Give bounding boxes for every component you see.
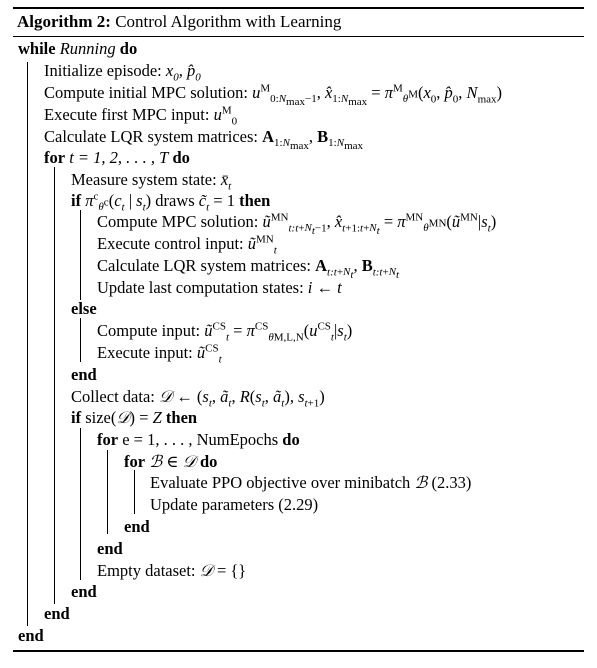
execute-input-line: Execute input: $ũ^{CS}_t$ [97, 342, 222, 366]
for-minibatch-line: for ℬ ∈ 𝒟 do [124, 452, 218, 471]
else-line: else [71, 299, 97, 318]
for-minibatch-math: ℬ ∈ 𝒟 [149, 452, 196, 471]
calc-lqr-line: Calculate LQR system matrices: $A_{1:N_{max}}$, $B_{1:N_{max}}$ [44, 127, 364, 153]
if-size-line: if size(𝒟) = Z then [71, 408, 198, 427]
compute-initial-math: $u^M_{0:N_{max}-1}$, $x̂_{1:N_{max}} = \pi^M_{\theta^M}(x_0$, $p̂_0$, $N_{max}$) [252, 82, 503, 109]
empty-line: Empty dataset: 𝒟 = {} [97, 561, 247, 580]
algorithm-label: Algorithm 2: [17, 12, 111, 31]
if-size-math: size(𝒟) = Z [85, 408, 162, 427]
compute-input-math: $ũ^{CS}_t = \pi^{CS}_{\theta M,L,N}(u^{CS}_t|s_t)$ [204, 320, 353, 344]
caption-rule [13, 36, 584, 37]
algorithm-caption [17, 10, 341, 34]
if-line: if $\pi^c_{\theta^c}(c_t$ | $s_t$) draws $c̃_t = 1$ then [71, 190, 271, 214]
compute-initial-line: Compute initial MPC solution: $u^M_{0:N_{max}-1}$, $x̂_{1:N_{max}} = \pi^M_{\theta^M}(x_0$, $p̂_0$, $N_{max}$) [44, 82, 503, 109]
end-epochs-line: end [97, 539, 123, 558]
end-while-line: end [18, 626, 44, 645]
bottom-rule [13, 650, 584, 652]
execute-first-math: $u^M_0$ [213, 104, 238, 128]
calc-lqr2-math: $A_{t:t+N_t}$, $B_{t:t+N_t}$ [315, 256, 400, 282]
collect-math: 𝒟 ← ($s_t$, $ã_t$, $R(s_t$, $ã_t$), $s_{t+1}$) [158, 387, 325, 410]
while-line: while Running do [18, 39, 138, 58]
update-last-line: Update last computation states: i ← t [97, 278, 342, 297]
execute-control-line: Execute control input: $ũ^{MN}_t$ [97, 233, 277, 257]
calc-lqr2-line: Calculate LQR system matrices: $A_{t:t+N_t}$, $B_{t:t+N_t}$ [97, 256, 400, 282]
execute-first-line: Execute first MPC input: $u^M_0$ [44, 104, 238, 128]
for-block-bar [54, 167, 55, 604]
end-for-line: end [44, 604, 70, 623]
init-line: Initialize episode: $x_0$, $p̂_0$ [44, 61, 201, 84]
measure-line: Measure system state: $x̄_t$ [71, 170, 232, 193]
compute-mpc-line: Compute MPC solution: $ũ^{MN}_{t:t+N_t-1}$, $x̂_{t+1:t+N_t}$ = $\pi^{MN}_{\theta^{MN}}(ũ^{MN}|s_t)$ [97, 211, 497, 238]
if-size-block-bar [80, 428, 81, 580]
execute-input-math: $ũ^{CS}_t$ [196, 342, 222, 366]
compute-input-line: Compute input: $ũ^{CS}_t = \pi^{CS}_{\theta M,L,N}(u^{CS}_t|s_t)$ [97, 320, 353, 344]
for-epochs-line: for e = 1, . . . , NumEpochs do [97, 430, 300, 449]
else-block-bar [80, 318, 81, 362]
end-if-size-line: end [71, 582, 97, 601]
while-block-bar [27, 62, 28, 626]
execute-control-math: $ũ^{MN}_t$ [247, 233, 277, 257]
for-minibatch-block-bar [134, 470, 135, 514]
measure-math: $x̄_t$ [220, 170, 232, 193]
end-if-line: end [71, 365, 97, 384]
evaluate-line: Evaluate PPO objective over minibatch ℬ (2.33) [150, 473, 472, 492]
if-cond-math: $c̃_t = 1$ [198, 191, 235, 214]
algorithm-title: Control Algorithm with Learning [115, 12, 342, 31]
update-params-line: Update parameters (2.29) [150, 495, 319, 514]
for-t-line: for t = 1, 2, . . . , T do [44, 148, 190, 167]
compute-mpc-math: $ũ^{MN}_{t:t+N_t-1}$, $x̂_{t+1:t+N_t}$ = $\pi^{MN}_{\theta^{MN}}(ũ^{MN}|s_t)$ [262, 211, 497, 238]
update-last-math: i ← t [307, 278, 342, 297]
collect-line: Collect data: 𝒟 ← ($s_t$, $ã_t$, $R(s_t$, $ã_t$), $s_{t+1}$) [71, 387, 325, 410]
end-minibatch-line: end [124, 517, 150, 536]
empty-math: 𝒟 = {} [199, 561, 247, 580]
top-rule [13, 7, 584, 9]
init-math: $x_0$, $p̂_0$ [165, 61, 201, 84]
for-epochs-block-bar [107, 450, 108, 534]
if-block-bar [80, 210, 81, 300]
evaluate-math: ℬ [414, 473, 428, 492]
calc-lqr-math: $A_{1:N_{max}}$, $B_{1:N_{max}}$ [262, 127, 364, 153]
if-policy-math: $\pi^c_{\theta^c}(c_t$ | $s_t$) [85, 190, 152, 214]
